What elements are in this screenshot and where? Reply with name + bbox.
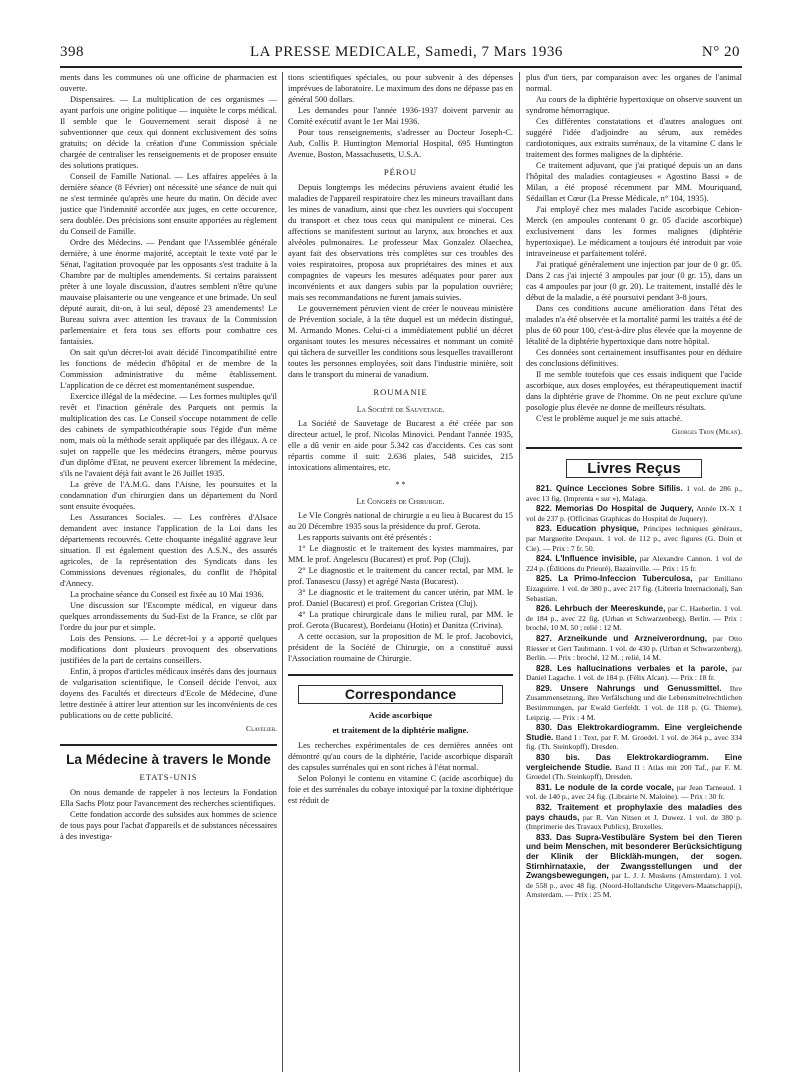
list-item	[526, 723, 742, 752]
book-details: par Jean Tarneaud. 1 vol. de 140 p., avec 24 fig. (Librairie N. Maloine). — Prix : 30 fr.	[526, 782, 742, 802]
list-item	[526, 753, 742, 782]
paragraph: Cette fondation accorde des subsides aux hommes de science de tous pays pour l'achat d'appareils et de substances nécessaires à des investiga-	[60, 810, 277, 841]
paragraph: C'est le problème auquel je me suis attaché.	[536, 414, 683, 423]
paragraph: Ce traitement adjuvant, que j'ai pratiqué depuis un an dans l'hôpital des maladies contagieuses « Agostino Bassi » de Milan, a été proposé récemment par MM. Mouriquand, Sédaillan et Cœur (La Presse Médicale, n° 104, 1935).	[526, 161, 742, 203]
separator-stars: * *	[395, 480, 406, 489]
book-details: par Daniel Lagache. 1 vol. de 184 p. (Félix Alcan). — Prix : 18 fr.	[526, 663, 742, 683]
list-item	[526, 574, 742, 603]
book-title: 825. La Primo-Infeccion Tuberculosa,	[536, 574, 693, 584]
paragraph: 1° Le diagnostic et le traitement des kystes mammaires, par MM. le prof. Angelescu (Bucarest) et prof. Pop (Cluj).	[288, 544, 513, 564]
book-list	[526, 484, 742, 900]
paragraph: Les rapports suivants ont été présentés :	[298, 533, 432, 542]
subsection-heading: Le Congrès de Chirurgie.	[356, 497, 445, 506]
paragraph: Le VIe Congrès national de chirurgie a eu lieu à Bucarest du 15 au 20 Décembre 1935 sous la présidence du prof. Gerota.	[288, 511, 513, 531]
paragraph: Ces données sont certainement insuffisantes pour en déduire des conclusions définitives.	[526, 348, 742, 368]
paragraph: On nous demande de rappeler à nos lecteurs la Fondation Ella Sachs Plotz pour l'avancement des recherches scientifiques.	[60, 788, 277, 808]
paragraph: 4° La pratique chirurgicale dans le milieu rural, par MM. le prof. Gerota (Bucarest), Bordeianu (Hotin) et Danitza (Crivina).	[288, 610, 513, 630]
issue-number: N° 20	[701, 44, 740, 60]
paragraph: Dispensaires. — La multiplication de ces organismes — ayant parfois une origine politique — inquiète le corps médical. Il semble que le Gouvernement serait disposé à ne subventionner que ceux qui donnent exclusivement des soins gratuits; on décide la création d'une Commission spéciale chargée de centraliser les renseignements et de proposer ensuite des solutions pratiques.	[60, 95, 277, 170]
paragraph: On sait qu'un décret-loi avait décidé l'incompatibilité entre les fonctions de médecin d'hôpital et de membre de la Commission administrative du même établissement. L'application de ce décret est momentanément suspendue.	[60, 348, 277, 390]
column-2	[288, 72, 513, 1072]
book-title: 822. Memorias Do Hospital de Juquery,	[536, 504, 694, 514]
book-title: 833. Das Supra-Vestibuläre System bei den Tieren und beim Menschen, mit besonderer Berücksichtigung der Klinik der Blickläh-mungen, der sogen. Stirnhirnataxie, der Zwangsstellungen und der Zwangsbewegungen,	[526, 832, 742, 881]
paragraph: La Société de Sauvetage de Bucarest a été créée par son directeur actuel, le prof. Nicolas Minovici. Pendant l'année 1935, elle a dû venir en aide pour 5.342 cas d'accidents. Ces cas sont répartis comme il suit: 2.636 plaies, 548 suicides, 215 intoxications alimentaires, etc.	[288, 419, 513, 472]
book-details: par C. Haeberlin. 1 vol. de 184 p., avec 22 fig. (Urban et Schwarzenberg), Berlin. — Prix : broché, 10 M. 50 ; relié : 12 M.	[526, 604, 742, 633]
list-item	[526, 664, 742, 683]
paragraph: J'ai employé chez mes malades l'acide ascorbique Cebion-Merck (en ampoules contenant 0 gr. 05 d'acide ascorbique) exclusivement dans les formes malignes (diphtérie hypertoxique). Le médicament a toujours été introduit par voie intraveineuse et parfaitement toléré.	[526, 205, 742, 258]
book-title: 830 bis. Das Elektrokardiogramm. Eine vergleichende Studie.	[526, 753, 742, 772]
section-title: La Médecine à travers le Monde	[66, 752, 271, 767]
book-title: 826. Lehrbuch der Meereskunde,	[536, 604, 666, 614]
paragraph: Exercice illégal de la médecine. — Les formes multiples qu'il revêt et l'inaction générale des Parquets ont permis la multiplication des cas. Le Conseil s'occupe notamment de celle des cabinets de sympathicothérapie sous l'égide d'un même nom, mais où la méthode serait appliquée par des illégaux. A ce sujet on rappelle que les médecins étrangers, même pourvus d'un diplôme d'Etat, ne peuvent exercer librement la médecine, s'ils ne l'avaient déjà fait avant le 26 Juillet 1935.	[60, 392, 277, 478]
section-rule	[526, 447, 742, 449]
book-title: 829. Unsere Nahrungs und Genussmittel.	[536, 683, 722, 693]
paragraph: Les Assurances Sociales. — Les confrères d'Alsace demandent avec instance l'application de la Loi dans les départements recouvrés. Cette choquante inégalité aggrave leur situation. Il est également question des A.S.N., des assurés agricoles, de la représentation des Syndicats dans les Commissions devenues régionales, du conflit de l'hôpital d'Annecy.	[60, 513, 277, 588]
book-title: 824. L'Influence invisible,	[536, 554, 637, 564]
subsection-heading: La Société de Sauvetage.	[356, 405, 445, 414]
paragraph: La prochaine séance du Conseil est fixée au 10 Mai 1936.	[70, 590, 264, 599]
article-title: Acide ascorbique	[368, 710, 433, 720]
book-details: Principes techniques généraux, par Marguerite Despaux. 1 vol. de 112 p., avec figures (G. Doin et Cie). — Prix : 7 fr. 50.	[526, 524, 742, 553]
paragraph: Une discussion sur l'Escompte médical, en vigueur dans quelques arrondissements du Sud-Est de la France, se clôt par l'ordre du jour pur et simple.	[60, 601, 277, 632]
book-title: 823. Education physique,	[536, 524, 639, 534]
country-heading: ROUMANIE	[373, 387, 428, 397]
paragraph: ments dans les communes où une officine de pharmacien est ouverte.	[60, 73, 277, 93]
list-item	[526, 504, 742, 523]
book-details: Année IX-X 1 vol de 237 p. (Officinas Graphicas do Hospital de Juquery).	[526, 504, 742, 523]
country-heading: PÉROU	[383, 167, 418, 177]
paragraph: 2° Le diagnostic et le traitement du cancer rectal, par MM. le prof. Tanasescu (Jassy) et agrégé Nasta (Bucarest).	[288, 566, 513, 586]
list-item	[526, 604, 742, 633]
paragraph: tions scientifiques spéciales, ou pour subvenir à des dépenses imprévues de laboratoire. Le maximum des dons ne dépasse pas en général 500 dollars.	[288, 73, 513, 104]
country-heading: ETATS-UNIS	[139, 772, 198, 782]
column-divider	[519, 72, 520, 1072]
paragraph: Enfin, à propos d'articles médicaux insérés dans des journaux de vulgarisation scientifique, le Conseil décide l'envoi, aux doyens des Facultés et directeurs d'Ecole de Médecine, d'une lettre destinée à attirer leur attention sur les inconvénients de ces publications ou de cette publicité.	[60, 667, 277, 720]
paragraph: Lois des Pensions. — Le décret-loi y a apporté quelques modifications dont plusieurs provoquent des observations justifiées de la part de certains conseillers.	[60, 634, 277, 665]
book-details: par R. Van Nitsen et J. Duwez. 1 vol. de 380 p. (Imprimerie des Travaux Publics), Bruxelles.	[526, 812, 742, 832]
list-item	[526, 833, 742, 900]
paragraph: Conseil de Famille National. — Les affaires appelées à la dernière séance (8 Février) ont nécessité une séance de nuit qui ne s'est terminée qu'après une heure du matin. On décide avec justice que l'indemnité accordée aux juges, en cette occurence, sera doublée. Des précisions sont ensuite apportées au règlement du Conseil de Famille.	[60, 172, 277, 236]
journal-title: LA PRESSE MEDICALE, Samedi, 7 Mars 1936	[250, 44, 563, 60]
section-title-box: Livres Reçus	[566, 459, 702, 478]
paragraph: Ces différentes constatations et d'autres analogues ont suggéré l'idée d'adjoindre au sérum, aux remèdes cardiotoniques, aux extraits surrénaux, de la vitamine C dans le traitement des formes malignes de la diphtérie.	[526, 117, 742, 159]
list-item	[526, 634, 742, 663]
section-title-box: Correspondance	[298, 685, 503, 704]
paragraph: Les recherches expérimentales de ces dernières années ont démontré qu'au cours de la diphtérie, l'acide ascorbique disparaît des capsules surrénales qui en sont riches à l'état normal.	[288, 741, 513, 772]
header-rule	[60, 66, 742, 68]
book-title: 830. Das Elektrokardiogramm. Eine vergleichende Studie.	[526, 723, 742, 742]
book-details: Ihre Zusammensetzung, ihre Verfälschung und die Lebensmittelrechtlichen Bestimmungen, par Ewald Gerfeldt. 1 vol. de 118 p. (G. Thieme), Leipzig. — Prix : 4 M.	[526, 683, 742, 722]
paragraph: Pour tous renseignements, s'adresser au Docteur Joseph-C. Aub, Collis P. Huntington Memorial Hospital, 695 Huntington Avenue, Boston, Massachusetts, U.S.A.	[288, 128, 513, 159]
paragraph: plus d'un tiers, par comparaison avec les organes de l'animal normal.	[526, 73, 742, 93]
book-title: 832. Traitement et prophylaxie des maladies des pays chauds,	[526, 803, 742, 822]
column-3	[526, 72, 742, 1072]
paragraph: A cette occasion, sur la proposition de M. le prof. Jacobovici, président de la Société de Chirurgie, on a constitué aussi l'Association roumaine de Chirurgie.	[288, 632, 513, 663]
paragraph: Depuis longtemps les médecins péruviens avaient étudié les maladies de l'appareil respiratoire chez les mineurs travaillant dans les mines de vanadium, ainsi que chez les ouvriers qui s'occupent du transport et chez tous ceux qui manipulent ce minerai. Ces affections se manifestent surtout au larynx, aux bronches et aux alvéoles pulmonaires. Le professeur Max Gonzalez Olaechea, ayant fait des observations très complètes sur ces troubles des voies respiratoires, proposa aux propriétaires des mines et aux compagnies de vapeurs les mesures adéquates pour parer aux inconvénients et aux dangers subis par la population ouvrière; mais ses recommandations ne furent jamais suivies.	[288, 183, 513, 302]
paragraph: Il me semble toutefois que ces essais indiquent que l'acide ascorbique, aux doses employées, est thérapeutiquement inactif dans la diphtérie grave de l'homme. On ne peut exclure qu'une posologie plus élevée ne donne de meilleurs résultats.	[526, 370, 742, 412]
article-subtitle: et traitement de la diphtérie maligne.	[332, 725, 469, 735]
page-header	[60, 44, 740, 66]
list-item	[526, 684, 742, 722]
book-details: par L. J. J. Muskens (Amsterdam). 1 vol. de 558 p., avec 48 fig. (Noord-Hollandsche Uitgevers-Maatschappij), Amsterdam. — Prix : 25 M.	[526, 871, 742, 900]
author-signature: Clavelier.	[246, 724, 277, 733]
paragraph: La grève de l'A.M.G. dans l'Aisne, les poursuites et la condamnation d'un chirurgien dans un département du Nord sont ensuite évoquées.	[60, 480, 277, 511]
paragraph: Dans ces conditions aucune amélioration dans l'état des malades n'a été observée et la mortalité parmi les traités a été de plus de 60 pour 100, c'est-à-dire plus élevée que la moyenne de létalité de la diphtérie hypertoxique dans notre hôpital.	[526, 304, 742, 346]
list-item	[526, 783, 742, 802]
book-details: Band I : Text, par F. M. Groedel. 1 vol. de 364 p., avec 334 fig. (Th. Steinkopff), Dresden.	[526, 732, 742, 752]
section-rule	[60, 744, 277, 746]
paragraph: Le gouvernement péruvien vient de créer le nouveau ministère de Prévention sociale, à la tête duquel est un médecin distingué, M. Armando Mones. Celui-ci a immédiatement publié un décret organisant toutes les mesures nécessaires et nommant un comité qui tâchera de surveiller les conditions sous lesquelles travailleront toutes les personnes employées, soit dans l'industrie minière, soit dans le transport du minerai de vanadium.	[288, 304, 513, 379]
book-title: 827. Arzneikunde und Arzneiverordnung,	[536, 633, 708, 643]
book-details: par Emiliano Eizaguirre. 1 vol. de 380 p., avec 217 fig. (Libreria Internacional), San Sebastian.	[526, 574, 742, 603]
column-divider	[282, 72, 283, 1072]
list-item	[526, 524, 742, 553]
paragraph: Au cours de la diphtérie hypertoxique on observe souvent un syndrome hémorragique.	[526, 95, 742, 115]
author-signature: Georges Tron (Milan).	[671, 427, 742, 436]
book-details: 1 vol. de 286 p., avec 13 fig. (Imprenta « sur »), Malaga.	[526, 484, 742, 503]
book-title: 831. Le nodule de la corde vocale,	[536, 782, 674, 792]
paragraph: Ordre des Médecins. — Pendant que l'Assemblée générale dernière, à une énorme majorité, acceptait le texte voté par le Sénat, l'agitation provoquée par les opposants s'est traduite à la Chambre par de multiples amendements. Si certains paraissent prêter à une loyale discussion, d'autres semblent n'être qu'une mauvaise plaisanterie ou une vengeance et une brimade. Un seul député aurait, dit-on, à lui seul, déposé 23 amendements! Le Bureau suivra avec attention les travaux de la Commission parlementaire et fera tous ses efforts pour combattre ces fantaisies.	[60, 238, 277, 346]
paragraph: Selon Polonyi le contenu en vitamine C (acide ascorbique) du foie et des surrénales du cobaye intoxiqué par la toxine diphtérique est réduit de	[288, 774, 513, 805]
book-title: 828. Les hallucinations verbales et la parole,	[536, 663, 728, 673]
list-item	[526, 484, 742, 503]
list-item	[526, 554, 742, 573]
column-1	[60, 72, 277, 1072]
paragraph: 3° Le diagnostic et le traitement du cancer utérin, par MM. le prof. Daniel (Bucarest) et prof. Gregorian Cristea (Cluj).	[288, 588, 513, 608]
list-item	[526, 803, 742, 832]
book-details: par Otto Riesser et Gert Taubmann. 1 vol. de 430 p. (Urban et Schwarzenberg), Berlin. — Prix : broché, 12 M. ; relié, 14 M.	[526, 633, 742, 663]
book-details: Band II : Atlas mit 200 Taf., par F. M. Groedel (Th. Steinkopff), Dresden.	[526, 762, 742, 782]
page-number: 398	[60, 44, 84, 60]
paragraph: Les demandes pour l'année 1936-1937 doivent parvenir au Comité exécutif avant le 1er Mai 1936.	[288, 106, 513, 126]
book-details: par Alexandre Cannon. 1 vol de 224 p. (Éditions du Prieuré), Bazainville. — Prix : 15 fr.	[526, 554, 742, 573]
paragraph: J'ai pratiqué généralement une injection par jour de 0 gr. 05. Dans 2 cas j'ai injecté 3 ampoules par jour (0 gr. 15), dans un cas 4 ampoules par jour (0 gr. 20). Le traitement, installé dès le début de la maladie, a été poursuivi pendant 3-8 jours.	[526, 260, 742, 302]
section-rule	[288, 674, 513, 676]
book-title: 821. Quince Lecciones Sobre Sífilis.	[536, 484, 683, 493]
